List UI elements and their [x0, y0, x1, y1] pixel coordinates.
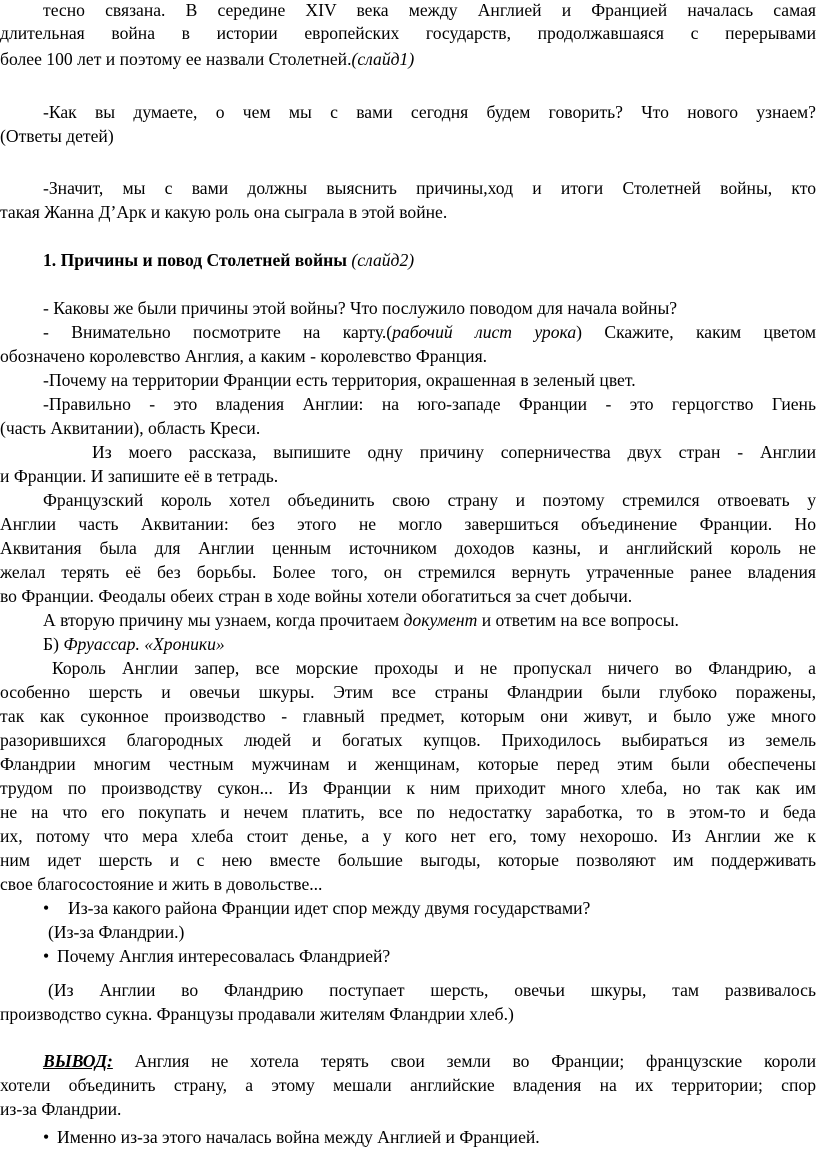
- dialog-q1: - Каковы же были причины этой войны? Что послужило поводом для начала войны?: [43, 298, 678, 318]
- second-reason-b: и ответим на все вопросы.: [477, 610, 679, 630]
- worksheet-ref: рабочий лист урока: [392, 322, 577, 342]
- second-reason-a: А вторую причину мы узнаем, когда прочитаем: [43, 610, 404, 630]
- chronicle-line-7: не на что его покупать и нечем платить, все по недостатку заработка, то в этом-то и беда: [0, 802, 816, 822]
- question-item-2: [0, 944, 816, 968]
- source-label: Б): [43, 634, 64, 654]
- slide-ref-2: (слайд2): [351, 250, 415, 270]
- french-king-line-1: Французский король хотел объединить свою страну и поэтому стремился отвоевать у: [43, 490, 816, 510]
- conclusion-final: [0, 1125, 816, 1149]
- french-king-line-5: во Франции. Феодалы обеих стран в ходе войны хотели обогатиться за счет добычи.: [0, 586, 633, 606]
- intro-line-3: [0, 47, 816, 71]
- question-text-2: Почему Англия интересовалась Фландрией?: [57, 946, 391, 966]
- dialog-map-line-2: обозначено королевство Англия, а каким - королевство Франция.: [0, 346, 488, 366]
- answer-1: (Из-за Фландрии.): [48, 922, 185, 942]
- answer-2-line-2: производство сукна. Французы продавали жителям Фландрии хлеб.): [0, 1004, 514, 1024]
- french-king-line-2: Англии часть Аквитании: без этого не могло завершиться объединение Франции. Но: [0, 514, 816, 534]
- question-line-2: (Ответы детей): [0, 126, 114, 146]
- conclusion-label: ВЫВОД:: [43, 1051, 113, 1071]
- document-word: документ: [403, 610, 478, 630]
- answer-2-line-1: (Из Англии во Фландрию поступает шерсть, овечьи шкуры, там развивалось: [48, 980, 816, 1000]
- bullet-icon: •: [43, 898, 50, 918]
- intro-text: более 100 лет и поэтому ее назвали Столетней.: [0, 49, 352, 69]
- bullet-icon: •: [43, 1127, 50, 1147]
- chronicle-line-5: Фландрии многим честным мужчинам и женщинам, которые перед этим были обеспечены: [0, 754, 816, 774]
- dialog-map-line-1: [0, 320, 816, 344]
- chronicle-line-9: ним идет шерсть и с нею вместе большие выгоды, которые позволяют им поддерживать: [0, 850, 816, 870]
- goal-line-1: -Значит, мы с вами должны выяснить причины,ход и итоги Столетней войны, кто: [43, 178, 816, 198]
- conclusion-line-3: из-за Фландрии.: [0, 1099, 122, 1119]
- conclusion-text-1: Англия не хотела терять свои земли во Франции; французские короли: [112, 1051, 816, 1071]
- chronicle-line-6: трудом по производству сукон... Из Франции к ним приходит много хлеба, но так как им: [0, 778, 816, 798]
- question-item-1: [0, 896, 816, 920]
- section-title: 1. Причины и повод Столетней войны: [43, 250, 347, 270]
- slide-ref-1: (слайд1): [351, 49, 415, 69]
- source-title: Фруассар. «Хроники»: [63, 634, 225, 654]
- chronicle-line-2: особенно шерсть и овечьи шкуры. Этим все страны Фландрии были глубоко поражены,: [0, 682, 816, 702]
- dialog-green: -Почему на территории Франции есть территория, окрашенная в зеленый цвет.: [43, 370, 636, 390]
- chronicle-line-1: Король Англии запер, все морские проходы и не пропускал ничего во Фландрию, а: [52, 658, 816, 678]
- intro-line-2: длительная война в истории европейских государств, продолжавшаяся с перерывами: [0, 23, 816, 43]
- section-heading: [0, 248, 816, 272]
- map-text-a: - Внимательно посмотрите на карту.(: [43, 322, 393, 342]
- french-king-line-4: желал терять её без борьбы. Более того, он стремился вернуть утраченные ранее владения: [0, 562, 816, 582]
- chronicle-line-8: их, потому что мера хлеба стоит денье, а у кого нет его, тому нехорошо. Из Англии же к: [0, 826, 816, 846]
- chronicle-line-4: разорившихся благородных людей и богатых купцов. Приходилось выбираться из земель: [0, 730, 816, 750]
- conclusion-line-2: хотели объединить страну, а этому мешали английские владения на их территории; спор: [0, 1075, 816, 1095]
- bullet-icon: •: [43, 946, 50, 966]
- dialog-story-line-1: Из моего рассказа, выпишите одну причину соперничества двух стран - Англии: [92, 442, 816, 462]
- second-reason-line: [0, 608, 816, 632]
- chronicle-line-3: так как суконное производство - главный предмет, которым они живут, и было уже много: [0, 706, 816, 726]
- conclusion-final-text: Именно из-за этого началась война между Англией и Францией.: [57, 1127, 540, 1147]
- chronicle-line-10: свое благосостояние и жить в довольстве...: [0, 874, 323, 894]
- intro-line-1: тесно связана. В середине XIV века между Англией и Францией началась самая: [43, 0, 816, 20]
- question-text-1: Из-за какого района Франции идет спор между двумя государствами?: [68, 898, 591, 918]
- source-line: [0, 632, 816, 656]
- map-text-b: ) Скажите, каким цветом: [576, 322, 816, 342]
- goal-line-2: такая Жанна Д’Арк и какую роль она сыграла в этой войне.: [0, 202, 448, 222]
- conclusion-line-1: [0, 1049, 816, 1073]
- dialog-right-line-2: (часть Аквитании), область Креси.: [0, 418, 261, 438]
- dialog-story-line-2: и Франции. И запишите её в тетрадь.: [0, 466, 279, 486]
- question-line-1: -Как вы думаете, о чем мы с вами сегодня будем говорить? Что нового узнаем?: [43, 102, 816, 122]
- dialog-right-line-1: -Правильно - это владения Англии: на юго-западе Франции - это герцогство Гиень: [43, 394, 816, 414]
- french-king-line-3: Аквитания была для Англии ценным источником доходов казны, и английский король не: [0, 538, 816, 558]
